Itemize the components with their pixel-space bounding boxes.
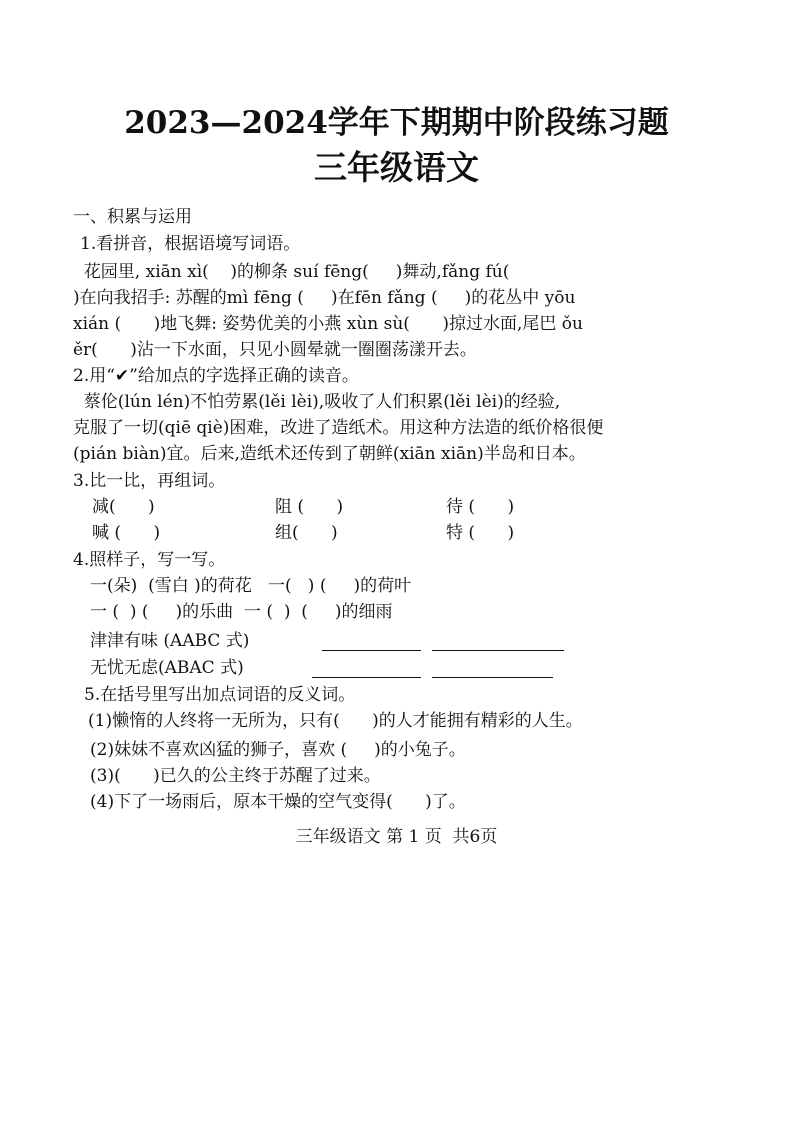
q1-line-4: ěr( )沾一下水面，只见小圆晕就一圈圈荡漾开去。 <box>73 340 477 360</box>
q3-blank[interactable]: 特 ( ) <box>446 523 515 543</box>
page-footer: 三年级语文 第 1 页 共6页 <box>295 827 498 847</box>
answer-line[interactable] <box>432 677 553 678</box>
answer-line[interactable] <box>322 650 421 651</box>
q3-blank[interactable]: 喊 ( ) <box>92 523 161 543</box>
page-subtitle: 三年级语文 <box>314 148 479 187</box>
q4-line-2: 一 ( ) ( )的乐曲 一 ( ) ( )的细雨 <box>90 602 393 622</box>
q5-item-3: (3)( )已久的公主终于苏醒了过来。 <box>90 766 381 786</box>
q5-item-4: (4)下了一场雨后，原本干燥的空气变得( )了。 <box>90 792 466 812</box>
answer-line[interactable] <box>432 650 564 651</box>
q1-heading: 1.看拼音，根据语境写词语。 <box>80 234 301 254</box>
q1-line-3: xián ( )地飞舞: 姿势优美的小燕 xùn sù( )掠过水面,尾巴 ǒu <box>73 314 583 334</box>
q4-line-4: 无忧无虑(ABAC 式) <box>90 658 244 678</box>
q4-line-3: 津津有味 (AABC 式) <box>90 631 250 651</box>
section-heading: 一、积累与运用 <box>73 207 192 227</box>
q2-heading: 2.用“✔”给加点的字选择正确的读音。 <box>73 366 359 386</box>
page-title: 2023—2024学年下期期中阶段练习题 <box>124 105 669 141</box>
q4-line-1: 一(朵) (雪白 )的荷花 一( ) ( )的荷叶 <box>90 576 412 596</box>
q1-line-1: 花园里, xiān xì( )的柳条 suí fēng( )舞动,fǎng fú( <box>73 262 510 282</box>
q2-line-1: 蔡伦(lún lén)不怕劳累(lěi lèi),吸收了人们积累(lěi lèi)的经验, <box>73 392 561 412</box>
q2-line-3: (pián biàn)宜。后来,造纸术还传到了朝鲜(xiān xiān)半岛和日本。 <box>73 444 586 464</box>
q3-blank[interactable]: 减( ) <box>92 497 155 517</box>
q2-line-2: 克服了一切(qiē qiè)困难，改进了造纸术。用这种方法造的纸价格很便 <box>73 418 604 438</box>
q3-blank[interactable]: 待 ( ) <box>446 497 515 517</box>
q3-blank[interactable]: 组( ) <box>275 523 338 543</box>
q5-item-1: (1)懒惰的人终将一无所为，只有( )的人才能拥有精彩的人生。 <box>88 711 583 731</box>
q4-heading: 4.照样子，写一写。 <box>73 550 226 570</box>
q5-heading: 5.在括号里写出加点词语的反义词。 <box>84 685 356 705</box>
q3-heading: 3.比一比，再组词。 <box>73 471 226 491</box>
q3-blank[interactable]: 阻 ( ) <box>275 497 344 517</box>
q5-item-2: (2)妹妹不喜欢凶猛的狮子，喜欢 ( )的小兔子。 <box>90 740 466 760</box>
q1-line-2: )在向我招手: 苏醒的mì fēng ( )在fēn fǎng ( )的花丛中 yōu <box>73 288 576 308</box>
answer-line[interactable] <box>312 677 421 678</box>
